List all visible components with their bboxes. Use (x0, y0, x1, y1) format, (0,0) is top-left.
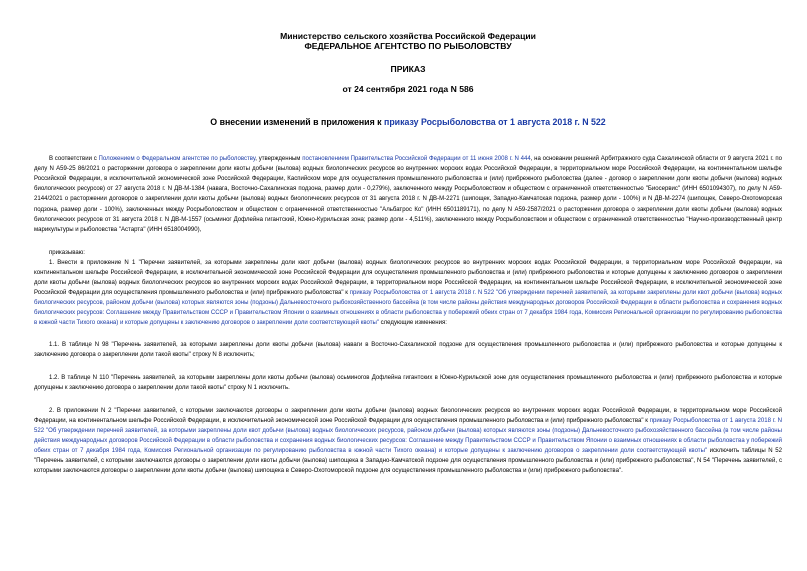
document-body (34, 154, 782, 477)
item-2-text-2: исключить таблицы N 52 "Перечень заявителей, с которыми заключаются договоры о закреплении доли квоты добычи (вылова) шипощека в Западно-Камчатской подзоне для осуществления промышленного рыболовства и (или) прибрежного рыболовства", N 54 "Перечень заявителей, с которыми заключаются договоры о закреплении доли квоты добычи (вылова) шипощека в Северо-Охотоморской подзоне для осуществления промышленного рыболовства и (или) прибрежного рыболовства". (34, 448, 782, 475)
title-order-link[interactable]: приказу Росрыболовства от 1 августа 2018 г. N 522 (384, 116, 606, 127)
regulation-link[interactable]: Положением о Федеральном агентстве по рыболовству (98, 156, 256, 163)
orders-word: приказываю: (49, 249, 85, 256)
preamble-text-2: , утвержденным (255, 156, 303, 163)
item-2-paragraph (34, 406, 782, 477)
title-text: О внесении изменений в приложения к (210, 116, 384, 127)
preamble-text-1: В соответствии с (49, 156, 99, 163)
agency-name: ФЕДЕРАЛЬНОЕ АГЕНТСТВО ПО РЫБОЛОВСТВУ (304, 41, 512, 52)
item-1-text-1: 1. Внести в приложение N 1 "Перечни заявителей, за которыми закреплены доли квот добычи (вылова) водных биологических ресурсов во внутренних морских водах Российской Федерации, в территориальном море Российской Федерации, на континентальном шельфе Российской Федерации, в исключительной экономической зоне Российской Федерации для осуществления промышленного рыболовства и (или) прибрежного рыболовства и которые допущены к заключению договоров о закреплении доли квоты добычи (вылова) водных биологических ресурсов во внутренних морских водах Российской Федерации, в территориальном море Российской Федерации, на континентальном шельфе Российской Федерации, в исключительной экономической зоне Российской Федерации для осуществления промышленного рыболовства и (или) прибрежного рыболовства" к (34, 259, 782, 297)
document-page (34, 0, 782, 477)
document-date-number: от 24 сентября 2021 года N 586 (342, 84, 474, 95)
item-1-2-paragraph: 1.2. В таблице N 110 "Перечень заявителей, за которыми закреплены доли квоты добычи (вылова) осьминогов Дофлейна гигантских в Южно-Курильской зоне для осуществления промышленного рыболовства и (или) прибрежного рыболовства и которые допущены к заключению договора о закреплении доли такой квоты" строку N 1 исключить. (34, 374, 782, 391)
item-1-order-link[interactable]: приказу Росрыболовства от 1 августа 2018 г. N 522 "Об утверждении перечней заявителей, за которыми закреплены доли квот добычи (вылова) водных биологических ресурсов, районом добычи (вылова) которых являются зоны (подзоны) Дальневосточного рыбохозяйственного бассейна (в том числе районы действия международных договоров Российской Федерации в области рыболовства и сохранения водных биологических ресурсов: Соглашение между Правительством СССР и Правительством Японии о взаимных отношениях в области рыболовства у побережий обеих стран от 7 декабря 1984 года, Комиссия Региональной организации по регулированию рыболовства в южной части Тихого океана) и которые допущены к заключению договоров о закреплении доли соответствующей квоты" (34, 290, 782, 327)
item-1-text-2: следующие изменения: (378, 320, 447, 327)
item-2-text-1: 2. В приложении N 2 "Перечни заявителей, с которыми заключаются договоры о закреплении доли квоты добычи (вылова) водных биологических ресурсов во внутренних морских водах Российской Федерации, в территориальном море Российской Федерации, на континентальном шельфе Российской Федерации, в исключительной экономической зоне Российской Федерации для осуществления промышленного рыболовства и (или) прибрежного рыболовства" к (34, 407, 782, 424)
item-2-order-link[interactable]: приказу Росрыболовства от 1 августа 2018 г. N 522 "Об утверждении перечней заявителей, за которыми закреплены доли квот добычи (вылова) водных биологических ресурсов, районом добычи (вылова) которых являются зоны (подзоны) Дальневосточного рыбохозяйственного бассейна (в том числе районы действия международных договоров Российской Федерации в области рыболовства и сохранения водных биологических ресурсов: Соглашение между Правительством СССР и Правительством Японии о взаимных отношениях в области рыболовства у побережий обеих стран от 7 декабря 1984 года, Комиссия Региональной организации по регулированию рыболовства в южной части Тихого океана) и которые допущены к заключению договоров о закреплении доли соответствующей квоты" (34, 418, 782, 455)
ministry-name: Министерство сельского хозяйства Российской Федерации (280, 31, 536, 41)
document-title (34, 117, 782, 127)
document-header (34, 31, 782, 127)
item-1-1-paragraph: 1.1. В таблице N 98 "Перечень заявителей, за которыми закреплены доли квоты добычи (вылова) наваги в Восточно-Сахалинской подзоне для осуществления промышленного рыболовства и (или) прибрежного рыболовства и которые допущены к заключению договора о закреплении доли такой квоты" строку N 8 исключить; (34, 341, 782, 358)
government-decree-link[interactable]: постановлением Правительства Российской Федерации от 11 июня 2008 г. N 444 (302, 156, 531, 163)
preamble-text-3: , на основании решений Арбитражного суда Сахалинской области от 9 августа 2021 г. по делу N А59-25 86/2021 о расторжении договора о закреплении доли квоты добычи (вылова) водных биологических ресурсов во внутренних морских водах Российской Федерации, в территориальном море Российской Федерации, на континентальном шельфе Российской Федерации, в исключительной экономической зоне Российской Федерации, Каспийском море для осуществления промышленного рыболовства и (или) прибрежного рыболовства (далее - договор о закреплении доли квоты добычи (вылова) водных биологических ресурсов) от 27 августа 2018 г. N ДВ-М-1384 (навага, Восточно-Сахалинская подзона, размер доли - 0,279%), заключенного между Росрыболовством и обществом с ограниченной ответственностью "Биосервис" (ИНН 6501094307), по делу N А59-2144/2021 о расторжении договоров о закреплении доли квоты добычи (вылова) водных биологических ресурсов от 31 августа 2018 г. N ДВ-М-2271 (шипощек, Западно-Камчатская подзона, размер доли - 100%) и N ДВ-М-2274 (шипощек, Северо-Охотоморская подзона, размер доли - 100%), заключенных между Росрыболовством и обществом с ограниченной ответственностью "Альбатрос Ко" (ИНН 6501189171), по делу N А59-2587/2021 о расторжении договора о закреплении доли квоты добычи (вылова) водных биологических ресурсов от 31 августа 2018 г. N ДВ-М-1557 (осьминог Дофлейна гигантский, Южно-Курильская зона; размер доли - 4,511%), заключенного между Росрыболовством и обществом с ограниченной ответственностью "Научно-производственный центр марикультуры и рыболовства "Астарта" (ИНН 6518004990), (34, 156, 783, 233)
preamble-paragraph (34, 154, 782, 235)
document-type: ПРИКАЗ (390, 63, 426, 74)
item-1-paragraph (34, 258, 782, 329)
